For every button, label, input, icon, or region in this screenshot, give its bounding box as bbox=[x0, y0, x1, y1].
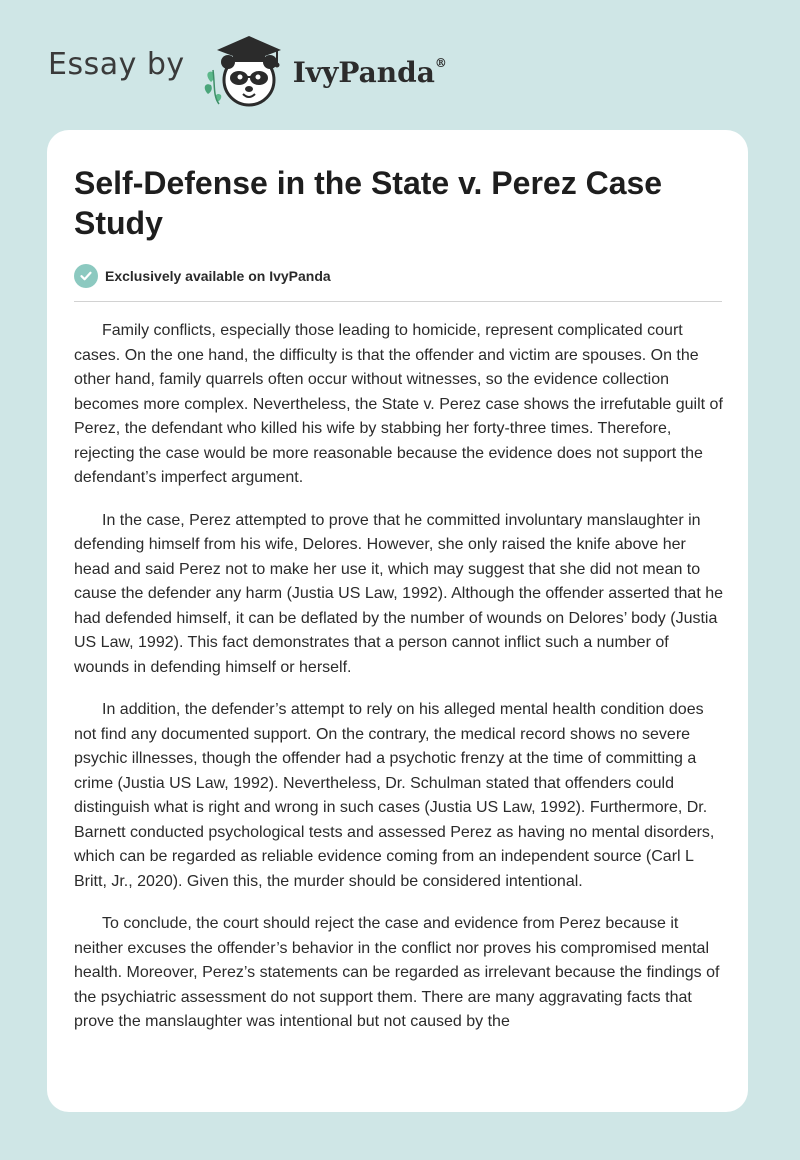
paragraph: Family conflicts, especially those leading to homicide, represent complicated court cases. On the one hand, the difficulty is that the offender and victim are spouses. On the other hand, family quarrels often occur without witnesses, so the evidence collection becomes more complex. Nevertheless, the State v. Perez case shows the irrefutable guilt of Perez, the defendant who killed his wife by stabbing her forty-three times. Therefore, rejecting the case would be more reasonable because the evidence does not support the defendant’s imperfect argument. bbox=[74, 322, 723, 486]
registered-mark: ® bbox=[434, 56, 447, 71]
paragraph: In the case, Perez attempted to prove that he committed involuntary manslaughter in defending himself from his wife, Delores. However, she only raised the knife above her head and said Perez not to make her use it, which may suggest that she did not mean to cause the defender any harm (Justia US Law, 1992). Although the offender asserted that he had defended himself, it can be deflated by the number of wounds on Delores’ body (Justia US Law, 1992). This fact demonstrates that a person cannot inflict such a number of wounds in defending himself or herself. bbox=[74, 511, 724, 676]
paragraph: To conclude, the court should reject the case and evidence from Perez because it neither excuses the offender’s behavior in the conflict nor proves his compromised mental health. Moreover, Perez’s statements can be regarded as irrelevant because the findings of the psychiatric assessment do not support them. There are many aggravating facts that prove the manslaughter was intentional but not caused by the bbox=[74, 915, 720, 1030]
panda-graduate-logo-icon bbox=[199, 30, 289, 110]
page-title: Self-Defense in the State v. Perez Case Study bbox=[74, 165, 663, 241]
exclusive-badge-label: Exclusively available on IvyPanda bbox=[105, 268, 331, 284]
check-circle-icon bbox=[74, 264, 98, 288]
brand-prefix: Essay by bbox=[48, 46, 185, 82]
site-header-brand[interactable] bbox=[48, 30, 447, 110]
essay-card bbox=[47, 130, 748, 1112]
essay-body bbox=[74, 319, 724, 1035]
brand-name: IvyPanda® bbox=[292, 55, 447, 89]
paragraph: In addition, the defender’s attempt to rely on his alleged mental health condition does not find any documented support. On the contrary, the medical record shows no severe psychic illnesses, though the offender had a psychotic frenzy at the time of committing a crime (Justia US Law, 1992). Nevertheless, Dr. Schulman stated that offenders could distinguish what is right and wrong in such cases (Justia US Law, 1992). Furthermore, Dr. Barnett conducted psychological tests and assessed Perez as having no mental disorders, which can be regarded as reliable evidence coming from an independent source (Carl L Britt, Jr., 2020). Given this, the murder should be considered intentional. bbox=[74, 701, 715, 890]
exclusive-badge bbox=[74, 263, 721, 289]
title-divider bbox=[74, 301, 722, 302]
